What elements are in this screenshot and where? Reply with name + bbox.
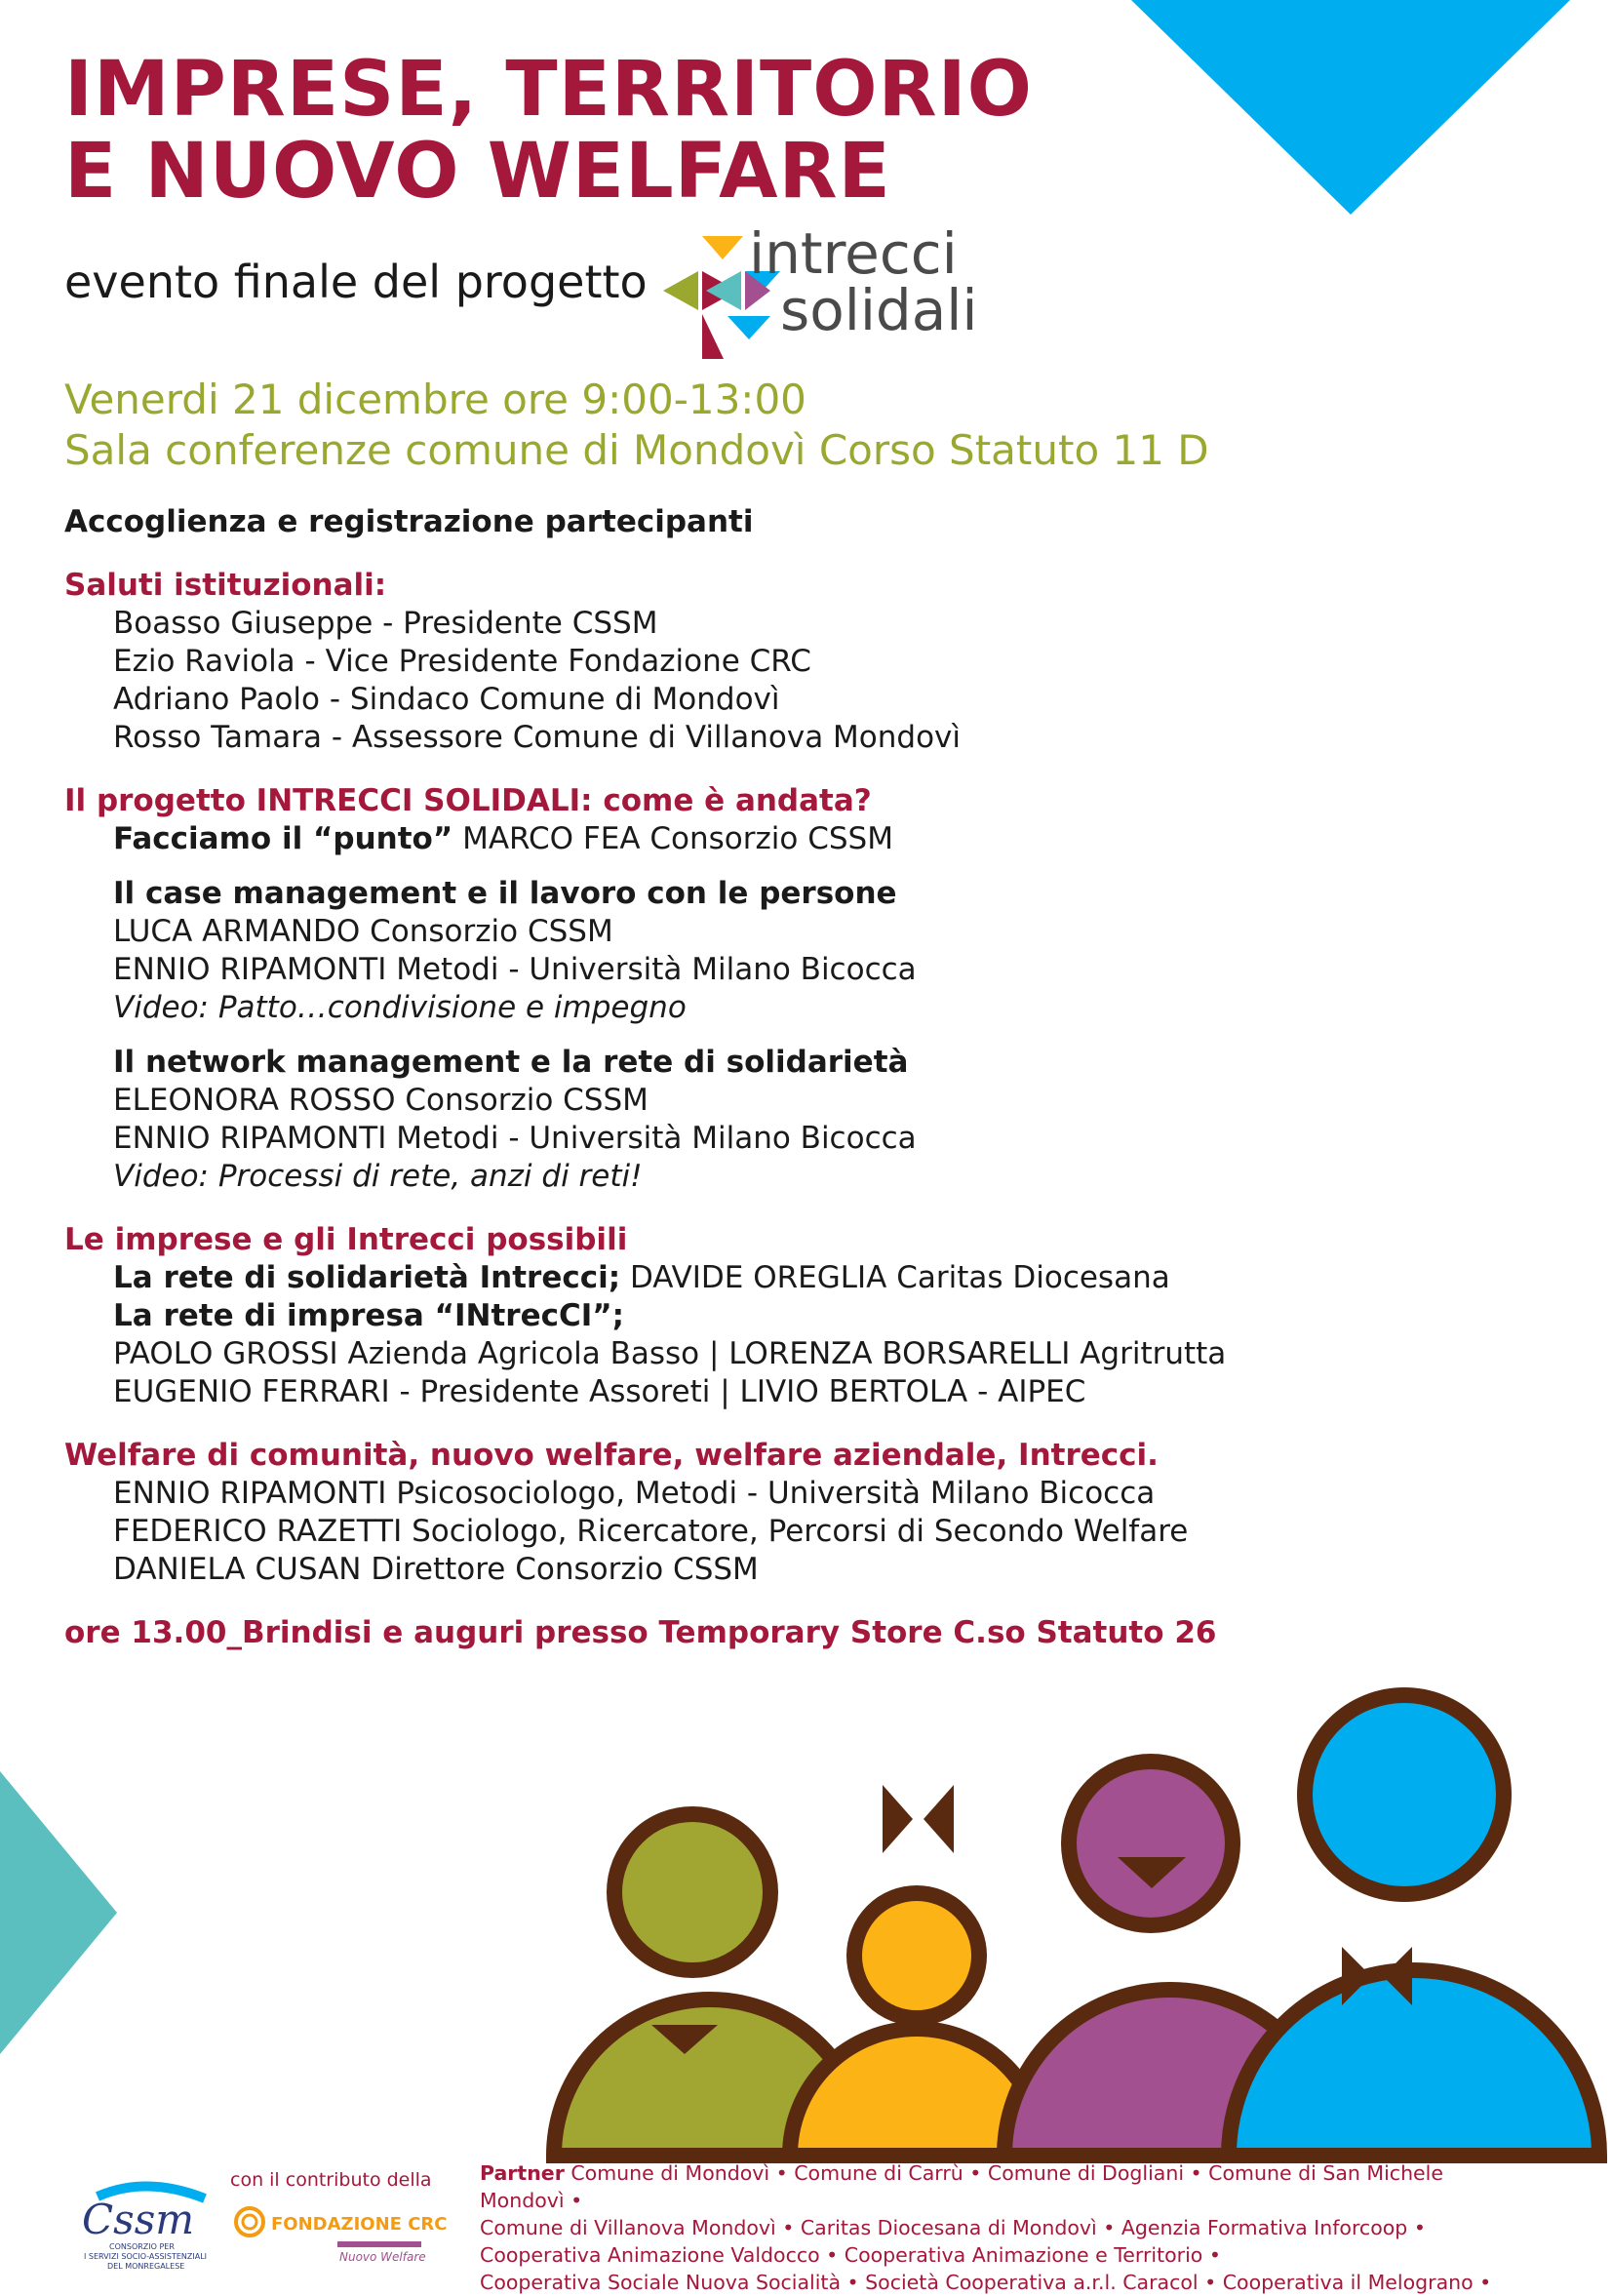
welfare-speaker: FEDERICO RAZETTI Sociologo, Ricercatore, Percorsi di Secondo Welfare [113,1514,1189,1549]
green-person-head [614,1814,770,1970]
crc-logo-text: FONDAZIONE CRC [271,2214,448,2235]
case-speaker: LUCA ARMANDO Consorzio CSSM [113,914,613,949]
welfare-speaker: DANIELA CUSAN Direttore Consorzio CSSM [113,1552,759,1587]
intrecci-solidali-logo [663,217,985,359]
punto-rest: MARCO FEA Consorzio CSSM [452,821,893,856]
people-illustration [546,1736,1612,2156]
punto-bold: Facciamo il “punto” [113,821,453,856]
purple-person-head [1069,1762,1233,1925]
greeting-item: Ezio Raviola - Vice Presidente Fondazione CRC [113,644,811,679]
partners-line: Cooperativa Sociale Nuova Socialità • Società Cooperativa a.r.l. Caracol • Cooperativa il Melograno • [480,2271,1492,2294]
partners-line: Cooperativa Animazione Valdocco • Cooperativa Animazione e Territorio • [480,2243,1221,2267]
project-heading: Il progetto INTRECCI SOLIDALI: come è andata? [64,783,872,818]
fondazione-crc-logo [230,2200,448,2269]
case-speaker: ENNIO RIPAMONTI Metodi - Università Milano Bicocca [113,952,917,987]
rete-impresa-speaker: EUGENIO FERRARI - Presidente Assoreti | LIVIO BERTOLA - AIPEC [113,1374,1086,1409]
yellow-person-head [854,1893,979,2018]
closing-line: ore 13.00_Brindisi e auguri presso Temporary Store C.so Statuto 26 [64,1615,1217,1650]
yellow-person-bow-icon [883,1785,954,1853]
network-heading: Il network management e la rete di solidarietà [113,1045,909,1080]
greetings-heading: Saluti istituzionali: [64,568,387,603]
event-date: Venerdi 21 dicembre ore 9:00-13:00 [64,376,806,423]
cssm-logo [78,2177,215,2275]
event-venue: Sala conferenze comune di Mondovì Corso Statuto 11 D [64,426,1209,474]
contribution-label: con il contributo della [230,2169,432,2191]
logo-word-2: solidali [780,277,978,343]
program [64,503,1264,1652]
network-video: Video: Processi di rete, anzi di reti! [113,1159,643,1194]
cssm-logo-text: Cssm [82,2196,195,2243]
page-title [64,46,1033,216]
welfare-heading: Welfare di comunità, nuovo welfare, welfare aziendale, Intrecci. [64,1438,1159,1473]
imprese-heading: Le imprese e gli Intrecci possibili [64,1222,628,1257]
partners-line [480,2159,1533,2214]
rete-solidarieta-line [64,1259,1264,1297]
punto-line [64,820,1264,858]
cssm-logo-sub: CONSORZIO PER [109,2242,175,2251]
crc-logo-sub: Nuovo Welfare [339,2250,426,2264]
title-line-1: IMPRESE, TERRITORIO [64,46,1033,134]
cssm-logo-sub: I SERVIZI SOCIO-ASSISTENZIALI [84,2252,208,2261]
left-teal-triangle [0,1771,117,2054]
rete-solidarieta-rest: DAVIDE OREGLIA Caritas Diocesana [620,1260,1170,1295]
rete-impresa-speaker: PAOLO GROSSI Azienda Agricola Basso | LORENZA BORSARELLI Agritrutta [113,1336,1227,1371]
case-video: Video: Patto…condivisione e impegno [113,990,687,1025]
rete-impresa-heading: La rete di impresa “INtrecCI”; [113,1298,625,1333]
subtitle: evento finale del progetto [64,256,648,308]
logo-word-1: intrecci [749,220,958,287]
blue-person-body [1229,1970,1599,2156]
top-right-triangle [1131,0,1570,215]
greeting-item: Boasso Giuseppe - Presidente CSSM [113,606,658,641]
partners-label: Partner [480,2161,565,2185]
network-speaker: ENNIO RIPAMONTI Metodi - Università Milano Bicocca [113,1121,917,1156]
case-heading: Il case management e il lavoro con le persone [113,876,897,911]
partners-list [480,2159,1533,2296]
cssm-logo-sub: DEL MONREGALESE [107,2262,185,2271]
welcome-line: Accoglienza e registrazione partecipanti [64,504,754,539]
title-line-2: E NUOVO WELFARE [64,128,891,216]
greeting-item: Adriano Paolo - Sindaco Comune di Mondovì [113,682,780,717]
welfare-speaker: ENNIO RIPAMONTI Psicosociologo, Metodi - Università Milano Bicocca [113,1476,1156,1511]
partners-line: Comune di Villanova Mondovì • Caritas Diocesana di Mondovì • Agenzia Formativa Inforcoop • [480,2216,1426,2239]
network-speaker: ELEONORA ROSSO Consorzio CSSM [113,1083,649,1118]
blue-person-head [1305,1695,1504,1894]
partners-text: Comune di Mondovì • Comune di Carrù • Comune di Dogliani • Comune di San Michele Mondovì • [480,2161,1443,2212]
greeting-item: Rosso Tamara - Assessore Comune di Villanova Mondovì [113,720,962,755]
rete-solidarieta-bold: La rete di solidarietà Intrecci; [113,1260,621,1295]
